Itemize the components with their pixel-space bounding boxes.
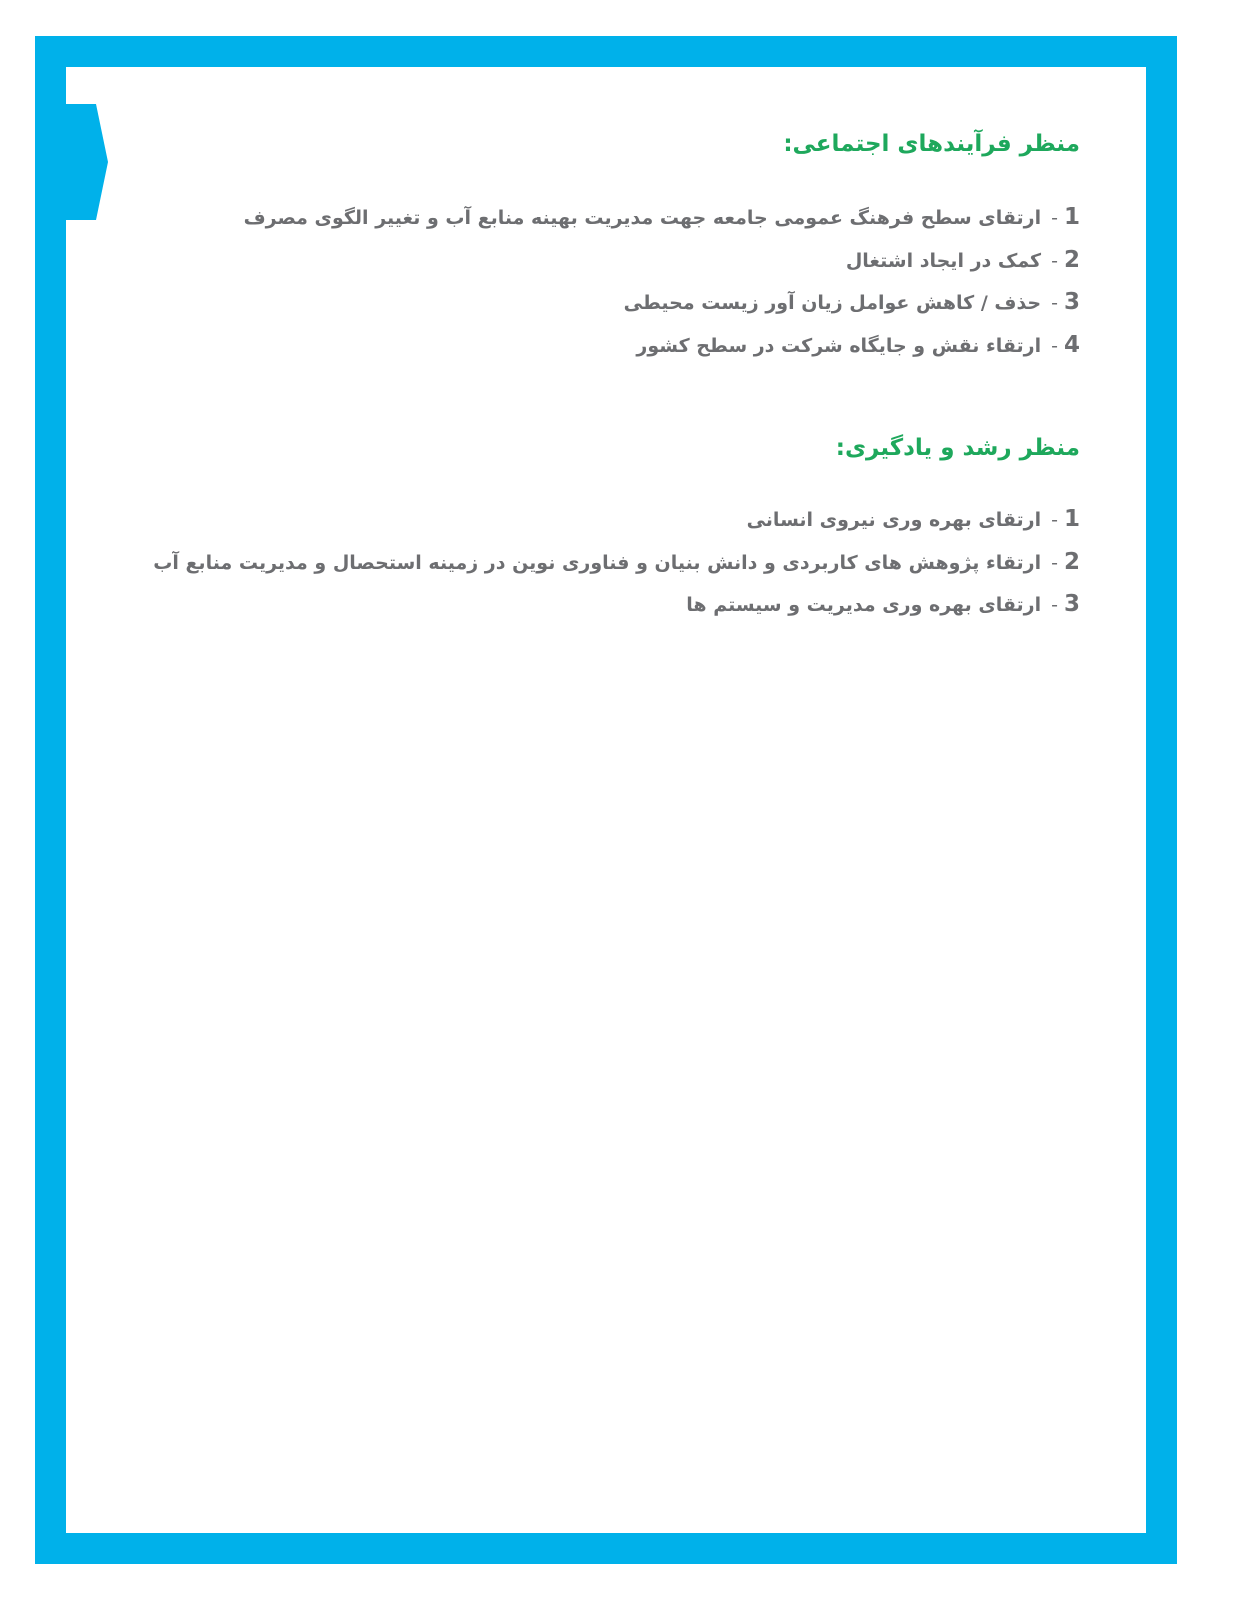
item-dash: -	[1051, 334, 1058, 357]
item-dash: -	[1051, 594, 1058, 616]
side-tab-marker	[66, 104, 108, 220]
list-item	[240, 583, 1080, 626]
item-dash: -	[1051, 207, 1058, 229]
item-text: ارتقاء نقش و جایگاه شرکت در سطح کشور	[636, 334, 1042, 357]
item-number: 4	[1063, 331, 1080, 358]
item-dash: -	[1051, 249, 1058, 272]
list-item	[153, 541, 1080, 584]
item-text: ارتقاء پژوهش های کاربردی و دانش بنیان و فناوری نوین در زمینه استحصال و مدیریت منابع آب	[153, 551, 1042, 574]
item-text: ارتقای بهره وری مدیریت و سیستم ها	[686, 594, 1042, 616]
list-item	[240, 239, 1080, 282]
item-dash: -	[1051, 292, 1058, 314]
item-number: 1	[1063, 204, 1080, 230]
item-dash: -	[1051, 509, 1058, 531]
section-heading: منظر فرآیندهای اجتماعی:	[783, 131, 1080, 157]
item-text: ارتقای سطح فرهنگ عمومی جامعه جهت مدیریت بهینه منابع آب و تغییر الگوی مصرف	[243, 207, 1042, 229]
section-growth-learning	[153, 430, 1080, 626]
item-number: 1	[1063, 506, 1080, 532]
list-item	[240, 324, 1080, 367]
section-social-processes	[240, 126, 1080, 366]
item-number: 3	[1063, 289, 1080, 315]
item-dash: -	[1051, 551, 1058, 574]
item-text: حذف / کاهش عوامل زیان آور زیست محیطی	[623, 292, 1042, 314]
list-item	[240, 498, 1080, 541]
item-number: 3	[1063, 591, 1080, 617]
item-number: 2	[1063, 548, 1080, 575]
objectives-list	[240, 196, 1080, 366]
item-text: ارتقای بهره وری نیروی انسانی	[746, 509, 1042, 531]
item-number: 2	[1063, 246, 1080, 273]
objectives-list	[153, 498, 1080, 626]
section-heading: منظر رشد و یادگیری:	[835, 435, 1080, 461]
list-item	[240, 196, 1080, 239]
list-item	[240, 281, 1080, 324]
item-text: کمک در ایجاد اشتغال	[845, 249, 1042, 272]
